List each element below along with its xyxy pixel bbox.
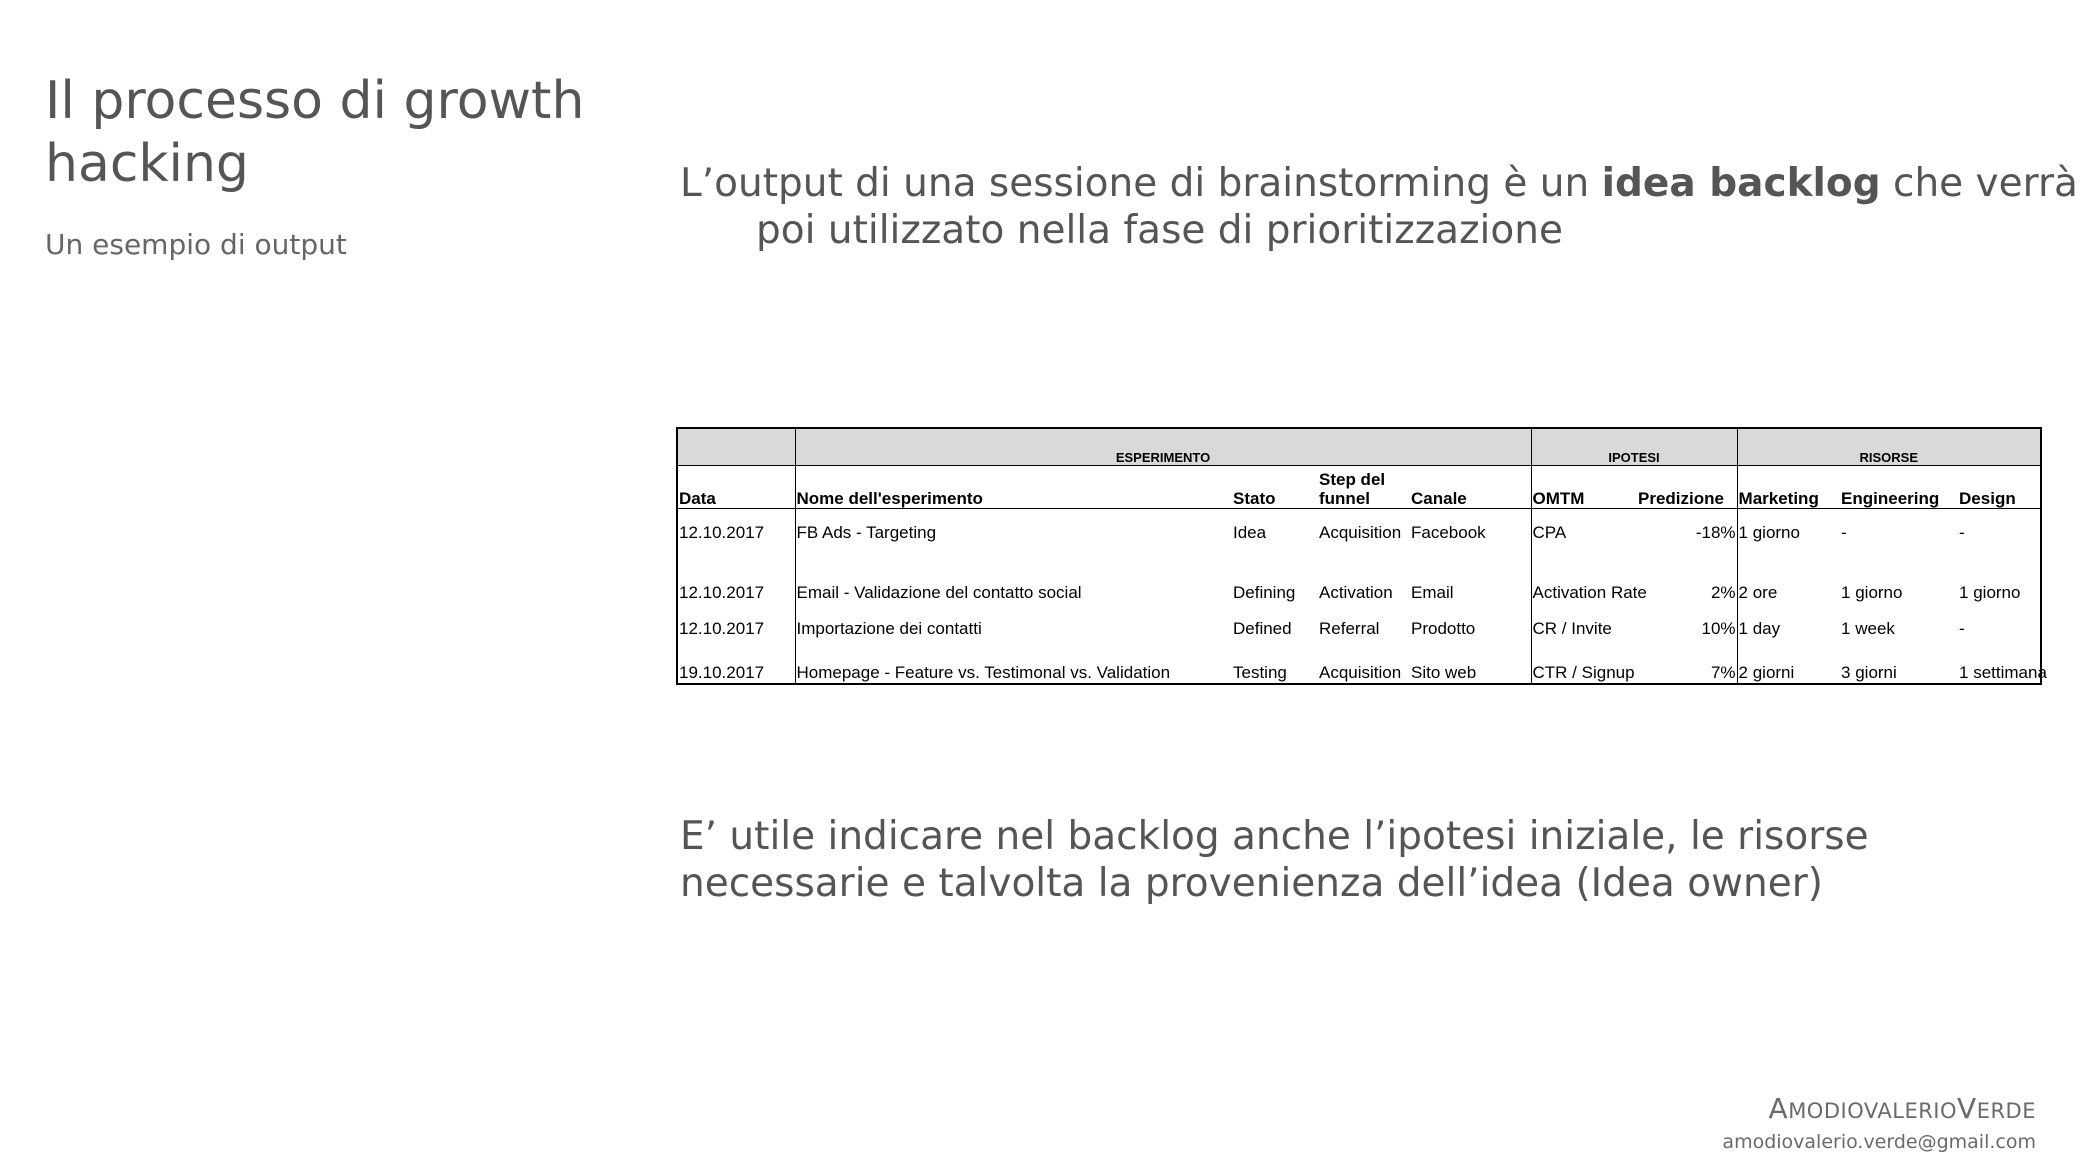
cell: Email - Validazione del contatto social — [796, 583, 1082, 602]
cell: Defined — [1233, 619, 1292, 638]
brand-letter-a: A — [1768, 1092, 1789, 1125]
col-engineering: Engineering — [1840, 466, 1958, 509]
cell: Activation — [1319, 583, 1393, 602]
col-design: Design — [1958, 466, 2041, 509]
brand-name — [1722, 1092, 2036, 1125]
cell: Email — [1410, 567, 1531, 603]
cell: 19.10.2017 — [677, 639, 795, 684]
cell: - — [1959, 619, 1965, 638]
table-row — [677, 509, 2041, 568]
table-row — [677, 567, 2041, 603]
group-resources: RISORSE — [1737, 428, 2041, 466]
cell: Facebook — [1410, 509, 1531, 568]
intro-text-start: L’output di una sessione di brainstorming è un — [680, 161, 1602, 206]
col-nome: Nome dell'esperimento — [795, 466, 1232, 509]
cell: Idea — [1233, 523, 1267, 542]
cell: Defining — [1233, 583, 1296, 602]
cell: CR / Invite — [1532, 619, 1612, 638]
table-row — [677, 603, 2041, 639]
intro-paragraph — [680, 160, 2086, 254]
cell: 1 day — [1738, 619, 1781, 638]
intro-text-end: che verrà poi utilizzato nella fase di prioritizzazione — [756, 161, 2078, 253]
cell: Homepage - Feature vs. Testimonal vs. Validation — [796, 663, 1171, 682]
author-brand — [1722, 1092, 2036, 1153]
cell: 2 giorni — [1738, 663, 1795, 682]
note-paragraph: E’ utile indicare nel backlog anche l’ipotesi iniziale, le risorse necessarie e talvolta la provenienza dell’idea (Idea owner) — [680, 814, 1869, 906]
group-empty — [677, 428, 795, 466]
cell: 12.10.2017 — [677, 603, 795, 639]
group-header-row — [677, 428, 2041, 466]
cell: 10% — [1637, 603, 1737, 639]
brand-end: ERDE — [1976, 1099, 2036, 1123]
col-stato: Stato — [1232, 466, 1318, 509]
cell: Acquisition — [1319, 663, 1402, 682]
table-row — [677, 639, 2041, 684]
group-hypothesis: IPOTESI — [1531, 428, 1737, 466]
cell: - — [1959, 523, 1965, 542]
cell: CPA — [1532, 523, 1567, 542]
cell: 1 giorno — [1738, 523, 1800, 542]
idea-backlog-table — [676, 427, 2047, 685]
cell: 2 ore — [1738, 583, 1778, 602]
cell: -18% — [1637, 509, 1737, 568]
brand-letter-v: V — [1957, 1092, 1977, 1125]
cell: CTR / Signup — [1532, 663, 1635, 682]
col-omtm: OMTM — [1531, 466, 1637, 509]
cell: Acquisition — [1319, 523, 1402, 542]
cell: Activation Rate — [1532, 583, 1647, 602]
cell: Testing — [1233, 663, 1287, 682]
cell: 3 giorni — [1841, 663, 1897, 682]
col-step: Step del funnel — [1318, 466, 1410, 509]
col-data: Data — [677, 466, 795, 509]
cell: 1 giorno — [1841, 583, 1903, 602]
cell: 12.10.2017 — [677, 567, 795, 603]
col-canale: Canale — [1410, 466, 1531, 509]
intro-text-bold: idea backlog — [1601, 161, 1881, 206]
cell: 12.10.2017 — [677, 509, 795, 568]
col-marketing: Marketing — [1737, 466, 1840, 509]
cell: 1 week — [1841, 619, 1895, 638]
cell: 1 settimana — [1959, 663, 2047, 682]
slide-title: Il processo di growth hacking — [45, 71, 585, 194]
slide-subtitle: Un esempio di output — [45, 228, 347, 261]
cell: 7% — [1637, 639, 1737, 684]
cell: Sito web — [1410, 639, 1531, 684]
cell: 2% — [1637, 567, 1737, 603]
group-experiment: ESPERIMENTO — [795, 428, 1531, 466]
cell: Prodotto — [1410, 603, 1531, 639]
cell: - — [1841, 523, 1847, 542]
col-predizione: Predizione — [1637, 466, 1737, 509]
cell: Referral — [1319, 619, 1380, 638]
column-header-row — [677, 466, 2041, 509]
cell: FB Ads - Targeting — [796, 523, 937, 542]
cell: Importazione dei contatti — [796, 619, 982, 638]
cell: 1 giorno — [1959, 583, 2021, 602]
brand-email: amodiovalerio.verde@gmail.com — [1722, 1131, 2036, 1153]
brand-middle: MODIOVALERIO — [1788, 1099, 1958, 1123]
